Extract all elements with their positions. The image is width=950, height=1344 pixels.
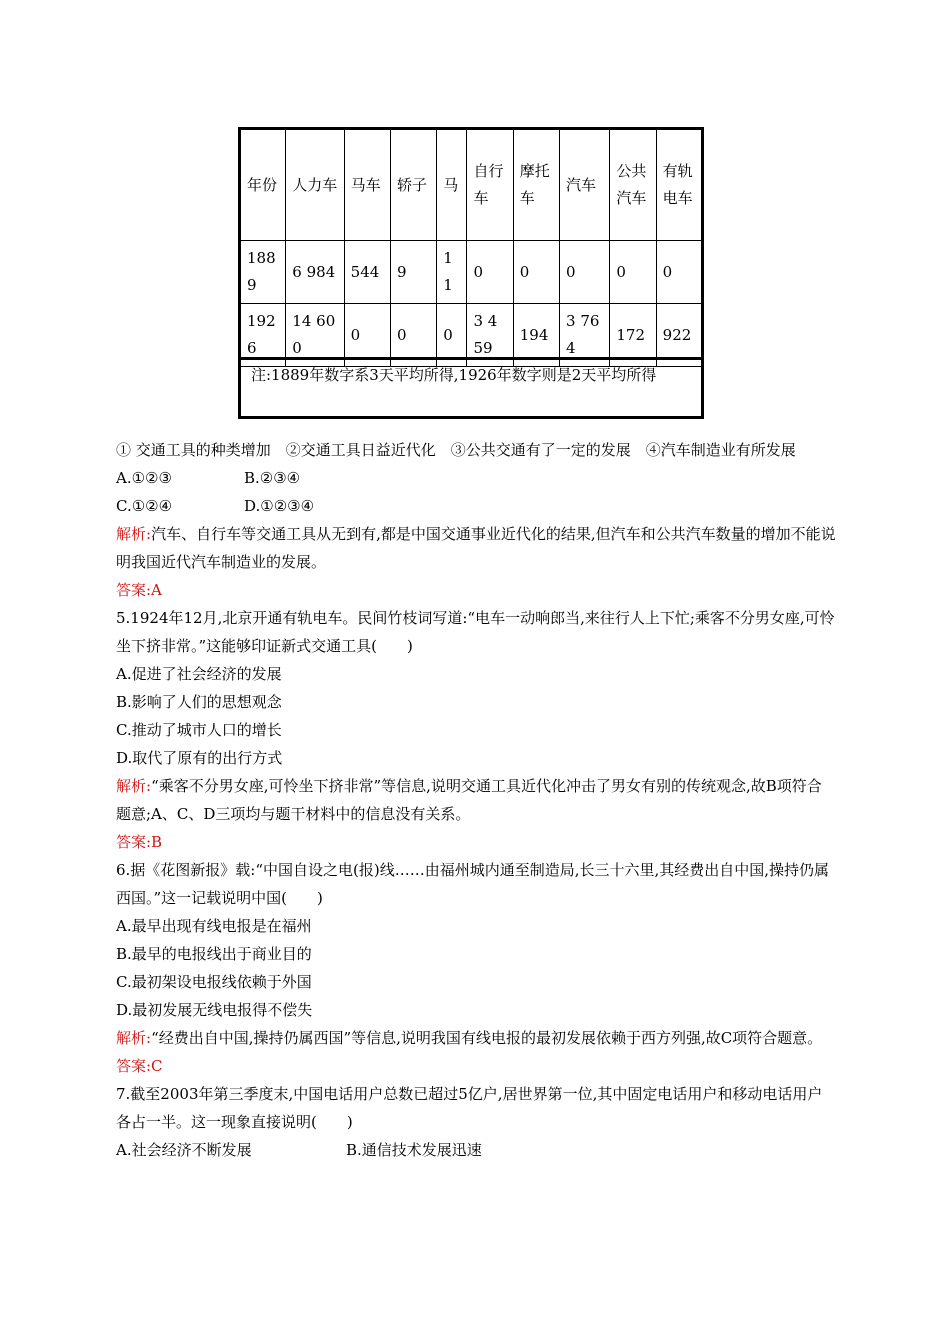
q6-answer: 答案:C xyxy=(116,1057,163,1075)
data-table-wrapper xyxy=(238,127,708,367)
q4-options-row2 xyxy=(116,492,836,520)
table-cell: 3 764 xyxy=(560,304,610,367)
analysis-text: “经费出自中国,操持仍属西国”等信息,说明我国有线电报的最初发展依赖于西方列强,故C项符合题意。 xyxy=(151,1029,823,1047)
analysis-label: 解析: xyxy=(116,1029,152,1047)
q4-analysis xyxy=(116,520,836,576)
q4-statements: ① 交通工具的种类增加 ②交通工具日益近代化 ③公共交通有了一定的发展 ④汽车制造业有所发展 xyxy=(116,441,796,459)
table-cell: 11 xyxy=(437,241,467,304)
option-c: C.最初架设电报线依赖于外国 xyxy=(116,973,312,991)
header-cell: 自行车 xyxy=(467,129,513,241)
header-cell: 汽车 xyxy=(560,129,610,241)
questions-content xyxy=(116,436,836,1164)
option-a: A.最早出现有线电报是在福州 xyxy=(116,917,312,935)
header-cell: 马车 xyxy=(344,129,390,241)
table-cell: 194 xyxy=(513,304,559,367)
header-cell: 年份 xyxy=(240,129,286,241)
analysis-label: 解析: xyxy=(116,777,152,795)
table-cell: 6 984 xyxy=(286,241,344,304)
table-row xyxy=(240,241,703,304)
table-cell: 0 xyxy=(513,241,559,304)
q4-answer: 答案:A xyxy=(116,581,162,599)
option-b: B.②③④ xyxy=(244,469,301,487)
table-header-row xyxy=(240,129,703,241)
table-cell: 922 xyxy=(656,304,702,367)
table-cell: 0 xyxy=(467,241,513,304)
header-cell: 人力车 xyxy=(286,129,344,241)
q6-stem: 6.据《花图新报》载:“中国自设之电(报)线……由福州城内通至制造局,长三十六里,其经费出自中国,操持仍属西国。”这一记载说明中国( ) xyxy=(116,861,830,907)
table-cell: 3 459 xyxy=(467,304,513,367)
option-c: C.①②④ xyxy=(116,497,173,515)
table-note: 注:1889年数字系3天平均所得,1926年数字则是2天平均所得 xyxy=(238,357,704,419)
analysis-text: “乘客不分男女座,可怜坐下挤非常”等信息,说明交通工具近代化冲击了男女有别的传统观念,故B项符合题意;A、C、D三项均与题干材料中的信息没有关系。 xyxy=(116,777,822,823)
header-cell: 轿子 xyxy=(390,129,436,241)
table-cell: 544 xyxy=(344,241,390,304)
q4-options-row1 xyxy=(116,464,836,492)
q7-stem: 7.截至2003年第三季度末,中国电话用户总数已超过5亿户,居世界第一位,其中固定电话用户和移动电话用户各占一半。这一现象直接说明( ) xyxy=(116,1085,823,1131)
option-a: A.促进了社会经济的发展 xyxy=(116,665,282,683)
header-cell: 公共汽车 xyxy=(610,129,656,241)
q7-options-row1 xyxy=(116,1136,836,1164)
table-cell: 14 600 xyxy=(286,304,344,367)
table-cell: 0 xyxy=(437,304,467,367)
table-cell: 172 xyxy=(610,304,656,367)
option-a: A.①②③ xyxy=(116,469,172,487)
table-cell: 0 xyxy=(560,241,610,304)
table-cell: 1889 xyxy=(240,241,286,304)
q6-analysis xyxy=(116,1024,836,1052)
option-a: A.社会经济不断发展 xyxy=(116,1141,252,1159)
table-cell: 1926 xyxy=(240,304,286,367)
analysis-text: 汽车、自行车等交通工具从无到有,都是中国交通事业近代化的结果,但汽车和公共汽车数量的增加不能说明我国近代汽车制造业的发展。 xyxy=(116,525,836,571)
q5-answer: 答案:B xyxy=(116,833,163,851)
table-cell: 0 xyxy=(656,241,702,304)
option-d: D.最初发展无线电报得不偿失 xyxy=(116,1001,313,1019)
table-cell: 0 xyxy=(610,241,656,304)
option-d: D.①②③④ xyxy=(244,497,315,515)
table-cell: 0 xyxy=(344,304,390,367)
header-cell: 马 xyxy=(437,129,467,241)
option-c: C.推动了城市人口的增长 xyxy=(116,721,282,739)
analysis-label: 解析: xyxy=(116,525,152,543)
option-d: D.取代了原有的出行方式 xyxy=(116,749,283,767)
q5-analysis xyxy=(116,772,836,828)
option-b: B.通信技术发展迅速 xyxy=(346,1141,482,1159)
q5-stem: 5.1924年12月,北京开通有轨电车。民间竹枝词写道:“电车一动响郎当,来往行人上下忙;乘客不分男女座,可怜坐下挤非常。”这能够印证新式交通工具( ) xyxy=(116,609,835,655)
transport-table xyxy=(238,127,704,367)
header-cell: 有轨电车 xyxy=(656,129,702,241)
table-cell: 0 xyxy=(390,304,436,367)
table-cell: 9 xyxy=(390,241,436,304)
option-b: B.最早的电报线出于商业目的 xyxy=(116,945,312,963)
option-b: B.影响了人们的思想观念 xyxy=(116,693,282,711)
header-cell: 摩托车 xyxy=(513,129,559,241)
